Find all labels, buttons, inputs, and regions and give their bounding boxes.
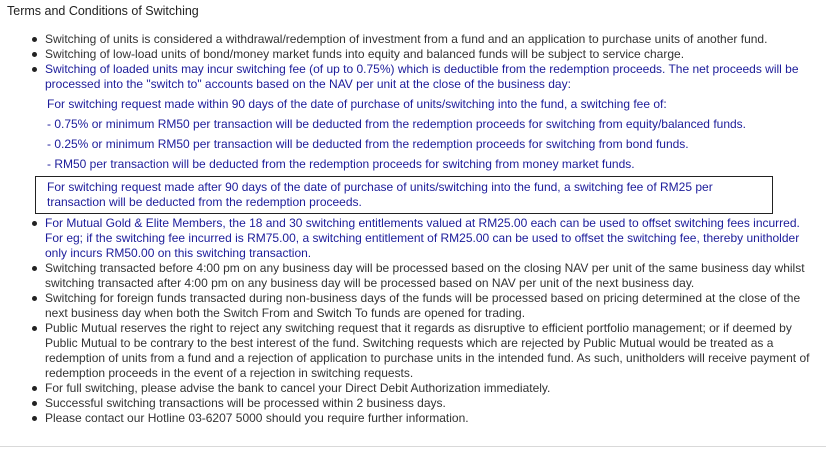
- list-item-text: For Mutual Gold & Elite Members, the 18 and 30 switching entitlements valued at RM25.00 each can be used to offset switching fees incurred. For eg; if the switching fee incurred is RM75.00, a switching entitlement of RM25.00 can be used to offset the switching fee, thereby unitholder only incurs RM50.00 on this switching transaction.: [45, 216, 800, 260]
- list-item: [0, 261, 826, 291]
- page-title: Terms and Conditions of Switching: [7, 4, 199, 18]
- terms-list: [0, 32, 826, 426]
- list-item-text: Please contact our Hotline 03-6207 5000 should you require further information.: [45, 411, 469, 425]
- list-item: [0, 321, 826, 381]
- list-item-text: Switching for foreign funds transacted during non-business days of the funds will be processed based on pricing determined at the close of the next business day when both the Switch From and Switch To funds are opened for trading.: [45, 291, 801, 320]
- bullet-icon: [32, 401, 37, 406]
- bottom-divider: [0, 446, 826, 447]
- bullet-icon: [32, 266, 37, 271]
- list-item-text: Successful switching transactions will be processed within 2 business days.: [45, 396, 446, 410]
- list-item: [0, 47, 826, 62]
- list-item: [0, 62, 826, 92]
- list-item-text: Switching transacted before 4:00 pm on any business day will be processed based on the closing NAV per unit of the same business day whilst switching transacted after 4:00 pm on any business day will be processed based on NAV per unit of the next business day.: [45, 261, 805, 290]
- bullet-icon: [32, 326, 37, 331]
- fee-line-bond: - 0.25% or minimum RM50 per transaction will be deducted from the redemption proceeds for switching from bond funds.: [47, 137, 689, 151]
- list-item-text: For full switching, please advise the bank to cancel your Direct Debit Authorization immediately.: [45, 381, 551, 395]
- fee-after-90-days-box: For switching request made after 90 days of the date of purchase of units/switching into the fund, a switching fee of RM25 per transaction will be deducted from the redemption proceeds.: [35, 176, 773, 214]
- list-item-text: Switching of units is considered a withdrawal/redemption of investment from a fund and an application to purchase units of another fund.: [45, 32, 768, 46]
- bullet-icon: [32, 37, 37, 42]
- list-item: [0, 411, 826, 426]
- list-item-text: Switching of loaded units may incur switching fee (of up to 0.75%) which is deductible from the redemption proceeds. The net proceeds will be processed into the "switch to" accounts based on the NAV per unit at the close of the business day:: [45, 62, 799, 91]
- list-item: [0, 216, 826, 261]
- list-item: [0, 396, 826, 411]
- bullet-icon: [32, 386, 37, 391]
- bullet-icon: [32, 67, 37, 72]
- list-item: [0, 32, 826, 47]
- bullet-icon: [32, 52, 37, 57]
- fee-line-money-market: - RM50 per transaction will be deducted from the redemption proceeds for switching from money market funds.: [47, 157, 635, 171]
- bullet-icon: [32, 416, 37, 421]
- fee-intro: For switching request made within 90 days of the date of purchase of units/switching into the fund, a switching fee of:: [47, 97, 667, 111]
- fee-line-equity: - 0.75% or minimum RM50 per transaction will be deducted from the redemption proceeds for switching from equity/balanced funds.: [47, 117, 747, 131]
- bullet-icon: [32, 296, 37, 301]
- list-item: [0, 291, 826, 321]
- bullet-icon: [32, 221, 37, 226]
- list-item-text: Switching of low-load units of bond/money market funds into equity and balanced funds will be subject to service charge.: [45, 47, 685, 61]
- list-item-text: Public Mutual reserves the right to reject any switching request that it regards as disruptive to efficient portfolio management; or if deemed by Public Mutual to be contrary to the best interest of the fund. Switching requests which are rejected by Public Mutual would be treated as a redemption of units from a fund and a rejection of application to purchase units in the intended fund. As such, unitholders will receive payment of redemption proceeds in the event of a rejection in switching requests.: [45, 321, 810, 380]
- list-item: [0, 381, 826, 396]
